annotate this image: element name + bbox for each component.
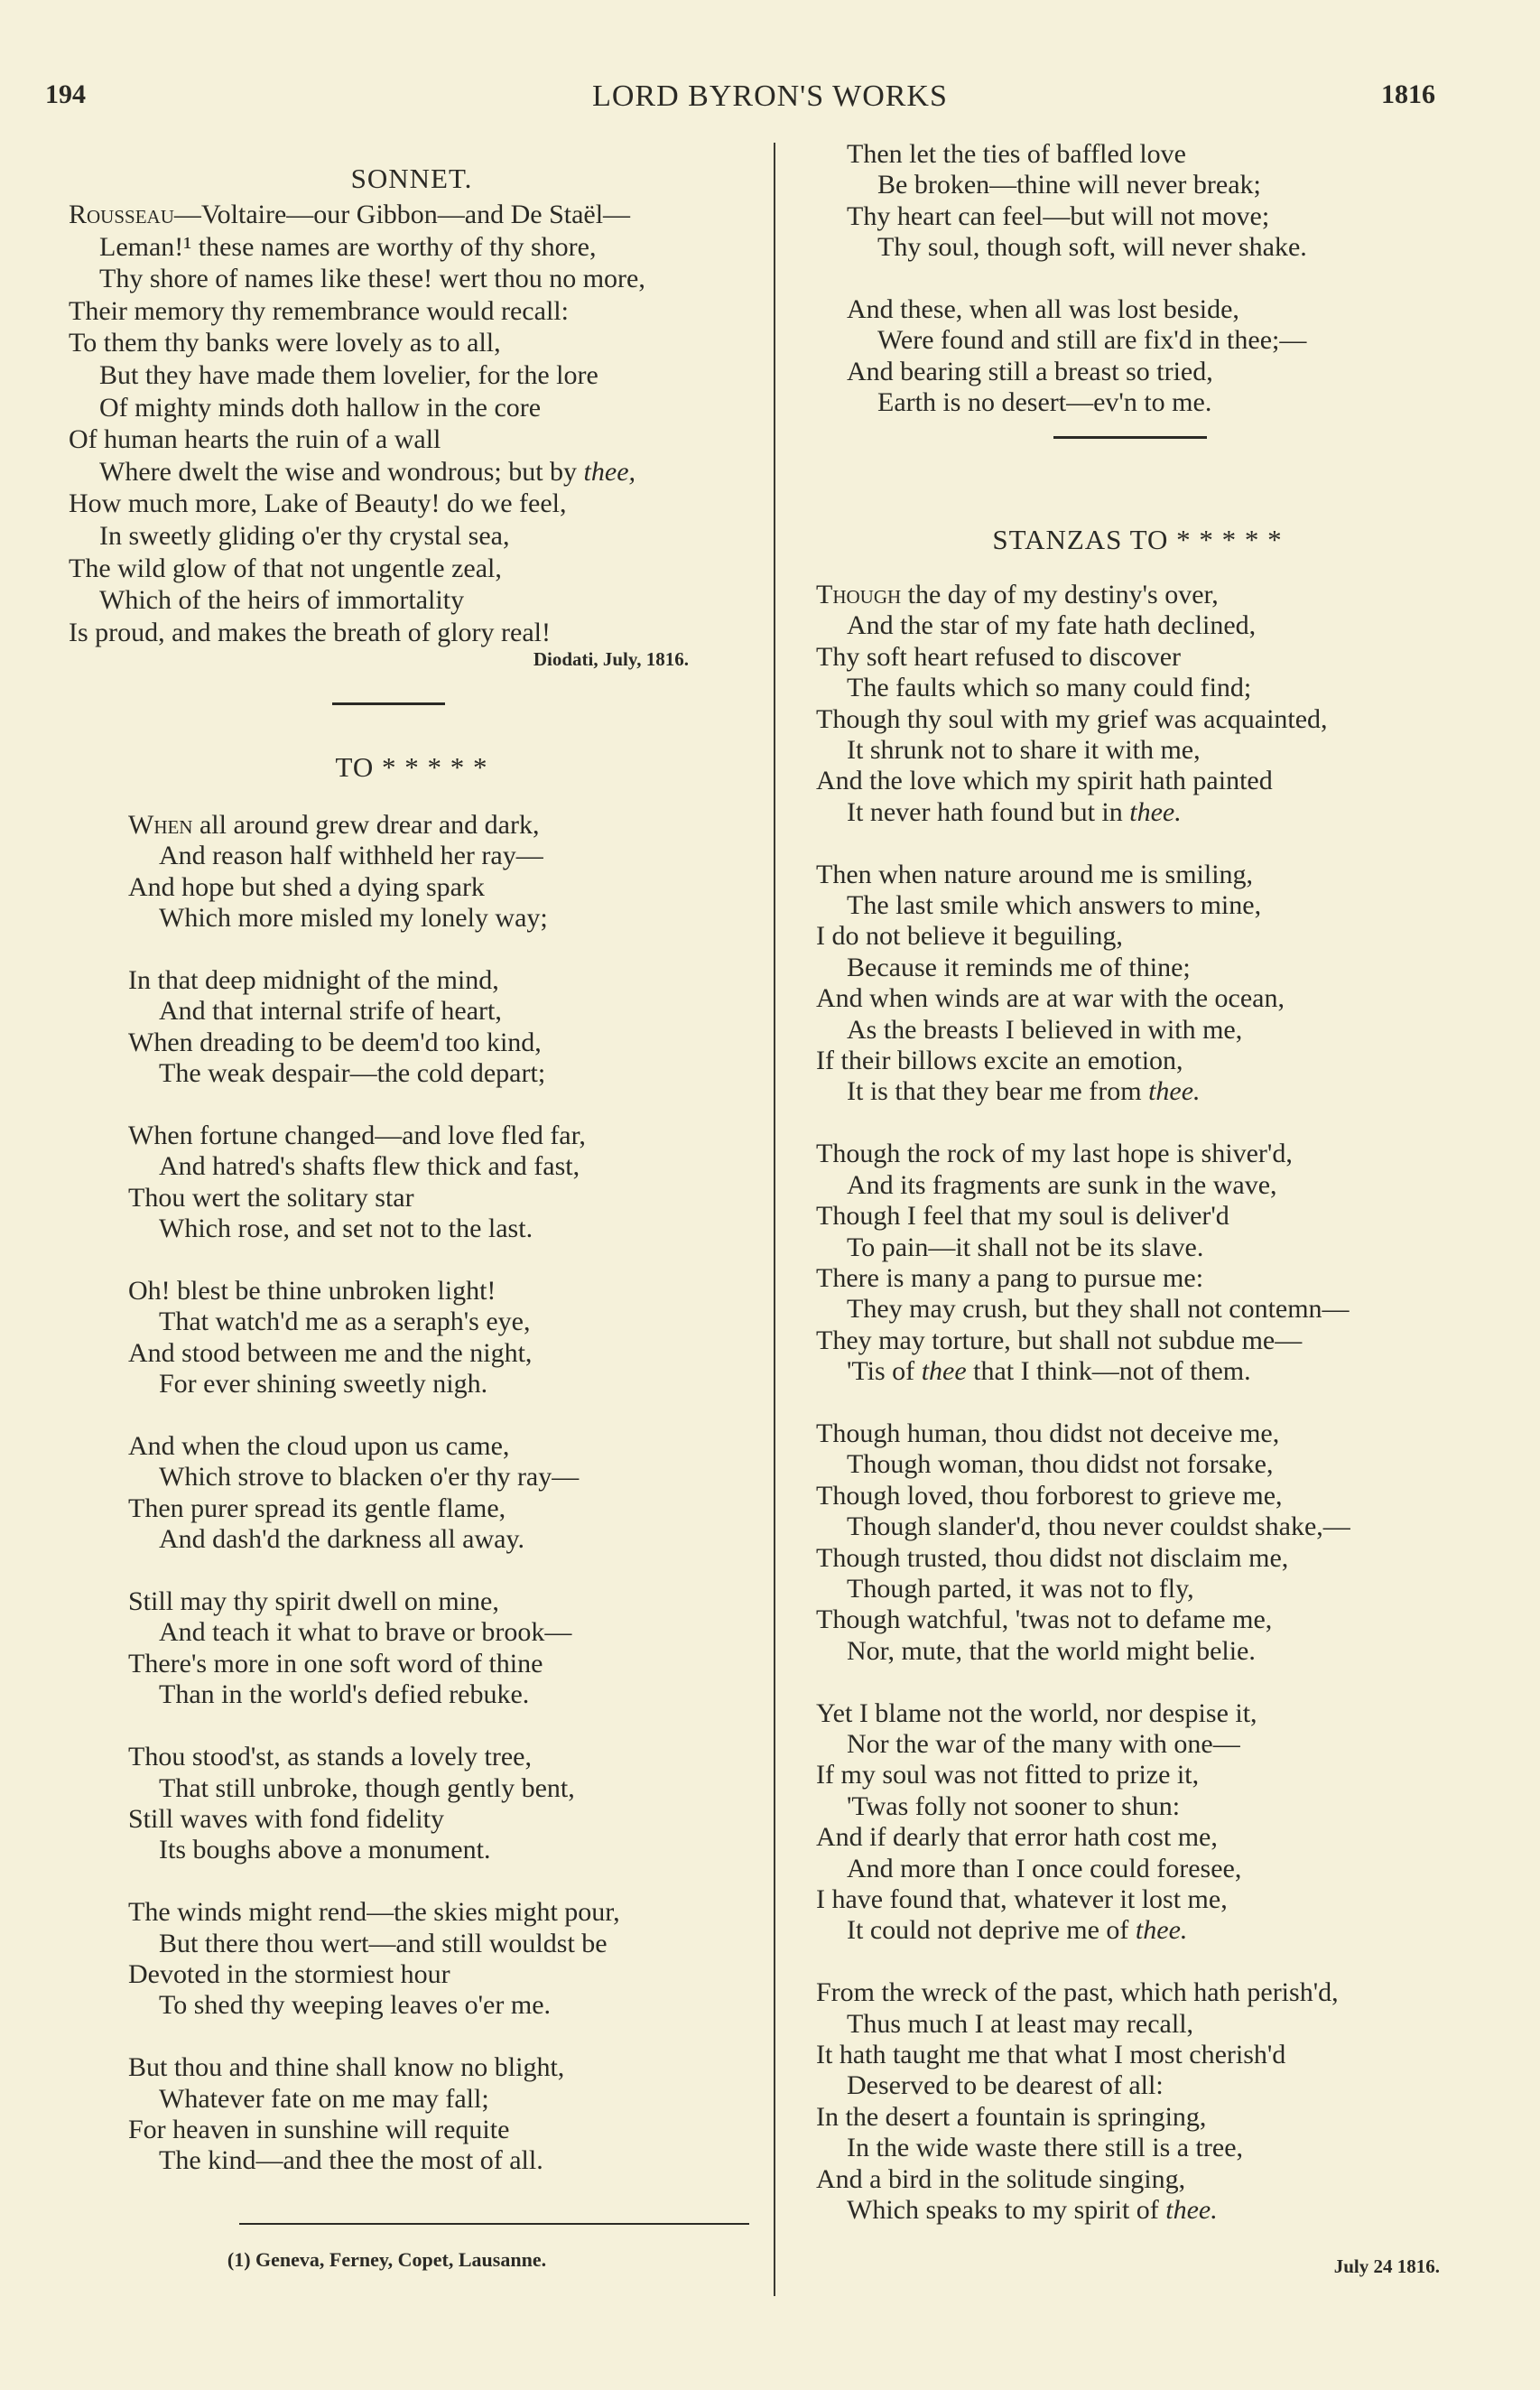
- poem-line: Its boughs above a monument.: [159, 1835, 491, 1865]
- poem-line: But there thou wert—and still wouldst be: [159, 1928, 608, 1958]
- stanza: [128, 1276, 620, 1400]
- poem-line: If their billows excite an emotion,: [816, 1046, 1183, 1076]
- lead-word: When: [128, 810, 193, 840]
- sonnet-body: [69, 199, 645, 648]
- to-poem-continued: [847, 139, 1307, 450]
- poem-line: For ever shining sweetly nigh.: [159, 1369, 488, 1400]
- poem-line: Than in the world's defied rebuke.: [159, 1679, 530, 1710]
- stanza: [128, 1431, 620, 1556]
- poem-line: There's more in one soft word of thine: [128, 1648, 543, 1679]
- sonnet-date: Diodati, July, 1816.: [533, 648, 689, 670]
- to-poem-title: TO * * * * *: [335, 751, 488, 783]
- running-title: LORD BYRON'S WORKS: [592, 79, 948, 113]
- poem-line: Deserved to be dearest of all:: [847, 2070, 1164, 2101]
- poem-line: 'Tis of thee that I think—not of them.: [847, 1356, 1251, 1387]
- poem-line: Then when nature around me is smiling,: [816, 859, 1254, 889]
- poem-line: Which rose, and set not to the last.: [159, 1214, 533, 1244]
- poem-line: There is many a pang to pursue me:: [816, 1262, 1204, 1293]
- poem-line: In sweetly gliding o'er thy crystal sea,: [99, 520, 510, 551]
- poem-line: Thy heart can feel—but will not move;: [847, 200, 1270, 231]
- italic-word: thee.: [1135, 1915, 1188, 1946]
- poem-line: Thy soft heart refused to discover: [816, 641, 1182, 672]
- poem-line: It shrunk not to share it with me,: [847, 735, 1201, 766]
- footnote: (1) Geneva, Ferney, Copet, Lausanne.: [227, 2248, 547, 2271]
- lead-word: Rousseau: [69, 200, 174, 229]
- poem-line: Thus much I at least may recall,: [847, 2008, 1194, 2039]
- stanza: [128, 810, 620, 935]
- poem-line: But thou and thine shall know no blight,: [128, 2052, 565, 2083]
- poem-line: And its fragments are sunk in the wave,: [847, 1169, 1277, 1200]
- poem-line: And reason half withheld her ray—: [159, 841, 543, 871]
- poem-line: If my soul was not fitted to prize it,: [816, 1760, 1200, 1790]
- poem-line: Devoted in the stormiest hour: [128, 1958, 450, 1989]
- poem-line: Though thy soul with my grief was acquainted,: [816, 703, 1328, 734]
- poem-line: In the wide waste there still is a tree,: [847, 2133, 1244, 2163]
- poem-line: Though trusted, thou didst not disclaim me,: [816, 1542, 1289, 1573]
- stanza: [816, 1139, 1350, 1387]
- poem-line: When dreading to be deem'd too kind,: [128, 1027, 542, 1057]
- poem-line: The weak despair—the cold depart;: [159, 1058, 546, 1089]
- poem-line: And a bird in the solitude singing,: [816, 2163, 1186, 2194]
- to-poem-body: [128, 810, 620, 2208]
- italic-word: thee,: [583, 456, 636, 487]
- poem-line: It never hath found but in thee.: [847, 796, 1182, 827]
- poem-line: It is that they bear me from thee.: [847, 1076, 1201, 1107]
- poem-line: They may crush, but they shall not contemn—: [847, 1294, 1350, 1325]
- poem-line: Though loved, thou forborest to grieve me,: [816, 1480, 1283, 1511]
- poem-line: To pain—it shall not be its slave.: [847, 1232, 1204, 1262]
- poem-line: Then let the ties of baffled love: [847, 139, 1186, 169]
- section-rule: [332, 702, 445, 705]
- stanza: [128, 1586, 620, 1711]
- poem-line: And the love which my spirit hath painted: [816, 766, 1273, 796]
- poem-line: Still may thy spirit dwell on mine,: [128, 1586, 499, 1617]
- poem-line: And when the cloud upon us came,: [128, 1431, 510, 1462]
- poem-line: To them thy banks were lovely as to all,: [69, 328, 501, 358]
- section-rule: [1053, 436, 1207, 439]
- poem-line: And if dearly that error hath cost me,: [816, 1822, 1218, 1853]
- stanza: [816, 1977, 1350, 2226]
- poem-line: And when winds are at war with the ocean,: [816, 983, 1285, 1014]
- stanzas-poem-body: [816, 580, 1350, 2257]
- poem-line: Though parted, it was not to fly,: [847, 1573, 1194, 1604]
- poem-line: The wild glow of that not ungentle zeal,: [69, 553, 502, 583]
- footnote-rule: [239, 2223, 749, 2225]
- poem-line: And dash'd the darkness all away.: [159, 1524, 525, 1555]
- poem-line: Which speaks to my spirit of thee.: [847, 2195, 1218, 2226]
- poem-line: That watch'd me as a seraph's eye,: [159, 1307, 531, 1337]
- poem-line: Is proud, and makes the breath of glory real!: [69, 617, 551, 647]
- poem-line: It hath taught me that what I most cherish'd: [816, 2040, 1286, 2070]
- poem-line: In the desert a fountain is springing,: [816, 2101, 1207, 2132]
- poem-line: Nor the war of the many with one—: [847, 1728, 1240, 1759]
- poem-line: Leman!¹ these names are worthy of thy shore,: [99, 231, 597, 262]
- stanza: [816, 1698, 1350, 1947]
- poem-line: Still waves with fond fidelity: [128, 1803, 444, 1834]
- poem-line: Yet I blame not the world, nor despise it,: [816, 1697, 1257, 1728]
- poem-line: And teach it what to brave or brook—: [159, 1617, 572, 1648]
- stanzas-poem-date: July 24 1816.: [1333, 2255, 1440, 2277]
- poem-line: And stood between me and the night,: [128, 1337, 533, 1368]
- poem-line: They may torture, but shall not subdue me—: [816, 1325, 1303, 1355]
- column-divider: [774, 143, 775, 2296]
- poem-line: In that deep midnight of the mind,: [128, 965, 499, 996]
- stanza: [128, 1121, 620, 1245]
- poem-line: Oh! blest be thine unbroken light!: [128, 1276, 496, 1307]
- poem-line: Though watchful, 'twas not to defame me,: [816, 1604, 1273, 1635]
- poem-line: The winds might rend—the skies might pour,: [128, 1897, 620, 1928]
- stanza: [128, 2052, 620, 2177]
- stanza: [816, 860, 1350, 1108]
- poem-line: I have found that, whatever it lost me,: [816, 1884, 1228, 1914]
- italic-word: thee.: [1129, 796, 1182, 827]
- poem-line: Nor, mute, that the world might belie.: [847, 1635, 1256, 1666]
- stanza: [128, 1742, 620, 1866]
- poem-line: Then purer spread its gentle flame,: [128, 1493, 506, 1523]
- poem-line: Earth is no desert—ev'n to me.: [877, 387, 1212, 418]
- poem-line: Thy shore of names like these! wert thou no more,: [99, 264, 645, 294]
- poem-line: That still unbroke, though gently bent,: [159, 1772, 575, 1803]
- poem-line: Were found and still are fix'd in thee;—: [877, 325, 1307, 356]
- poem-line: To shed thy weeping leaves o'er me.: [159, 1990, 552, 2021]
- poem-line: As the breasts I believed in with me,: [847, 1014, 1243, 1045]
- poem-line: 'Twas folly not sooner to shun:: [847, 1790, 1181, 1821]
- stanza: [128, 1897, 620, 2022]
- poem-line: Because it reminds me of thine;: [847, 952, 1191, 982]
- poem-line: Of human hearts the ruin of a wall: [69, 424, 441, 455]
- poem-line: When fortune changed—and love fled far,: [128, 1121, 586, 1151]
- poem-line: Though human, thou didst not deceive me,: [816, 1418, 1280, 1448]
- poem-line: Though I feel that my soul is deliver'd: [816, 1201, 1229, 1232]
- poem-line: Of mighty minds doth hallow in the core: [99, 392, 542, 423]
- poem-line: For heaven in sunshine will requite: [128, 2114, 510, 2144]
- poem-line: Though the day of my destiny's over,: [816, 580, 1219, 609]
- header-year: 1816: [1381, 79, 1435, 109]
- stanza: [816, 580, 1350, 828]
- poem-line: And these, when all was lost beside,: [847, 294, 1239, 325]
- page-number: 194: [45, 79, 86, 109]
- poem-line: The kind—and thee the most of all.: [159, 2145, 543, 2176]
- poem-line: And that internal strife of heart,: [159, 996, 502, 1027]
- sonnet-title: SONNET.: [350, 163, 473, 194]
- poem-line: The last smile which answers to mine,: [847, 890, 1262, 921]
- poem-line: Which of the heirs of immortality: [99, 585, 465, 616]
- poem-line: Though slander'd, thou never couldst shake,—: [847, 1511, 1350, 1542]
- poem-line: Be broken—thine will never break;: [877, 170, 1261, 200]
- poem-line: And the star of my fate hath declined,: [847, 610, 1257, 641]
- poem-line: From the wreck of the past, which hath perish'd,: [816, 1977, 1339, 2008]
- poem-line: It could not deprive me of thee.: [847, 1915, 1188, 1946]
- poem-line: Their memory thy remembrance would recall:: [69, 295, 569, 326]
- stanzas-poem-title: STANZAS TO * * * * *: [992, 524, 1283, 555]
- lead-word: Though: [816, 580, 902, 609]
- poem-line: Which more misled my lonely way;: [159, 903, 548, 934]
- poem-line: Rousseau—Voltaire—our Gibbon—and De Staël—: [69, 200, 631, 229]
- poem-line: The faults which so many could find;: [847, 673, 1252, 703]
- poem-line: And more than I once could foresee,: [847, 1853, 1242, 1883]
- italic-word: thee: [921, 1356, 967, 1387]
- stanza: [816, 1418, 1350, 1667]
- poem-line: When all around grew drear and dark,: [128, 810, 540, 840]
- stanza: [847, 294, 1307, 419]
- poem-line: And hope but shed a dying spark: [128, 871, 485, 902]
- poem-line: Thou stood'st, as stands a lovely tree,: [128, 1742, 532, 1772]
- poem-line: Where dwelt the wise and wondrous; but by thee,: [99, 456, 636, 487]
- poem-line: And hatred's shafts flew thick and fast,: [159, 1151, 580, 1182]
- poem-line: And bearing still a breast so tried,: [847, 356, 1213, 386]
- poem-line: Thou wert the solitary star: [128, 1182, 414, 1213]
- poem-line: I do not believe it beguiling,: [816, 921, 1123, 952]
- italic-word: thee.: [1148, 1076, 1201, 1107]
- poem-line: But they have made them lovelier, for the lore: [99, 359, 598, 390]
- poem-line: How much more, Lake of Beauty! do we feel,: [69, 488, 567, 519]
- poem-line: Which strove to blacken o'er thy ray—: [159, 1462, 580, 1493]
- stanza: [847, 139, 1307, 264]
- poem-line: Though woman, thou didst not forsake,: [847, 1449, 1274, 1480]
- stanza: [128, 965, 620, 1090]
- poem-line: Whatever fate on me may fall;: [159, 2083, 489, 2114]
- italic-word: thee.: [1165, 2195, 1218, 2226]
- poem-line: Though the rock of my last hope is shiver'd,: [816, 1139, 1293, 1169]
- poem-line: Thy soul, though soft, will never shake.: [877, 232, 1307, 263]
